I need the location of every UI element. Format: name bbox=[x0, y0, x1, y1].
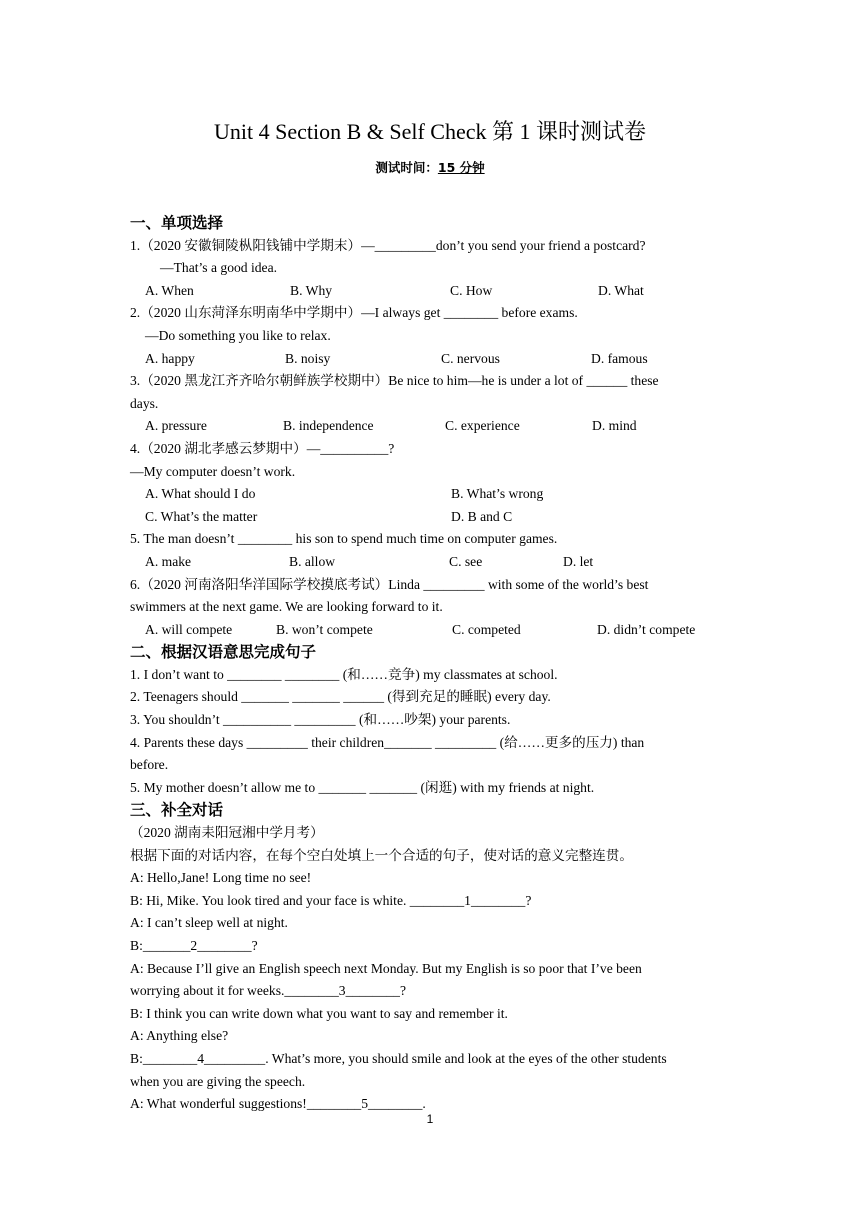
q1-stem: 1.（2020 安徽铜陵枞阳钱铺中学期末）—_________don’t you send your friend a postcard? bbox=[130, 237, 646, 253]
q6-option-b: B. won’t compete bbox=[276, 621, 373, 637]
q2-options bbox=[130, 348, 732, 371]
q5-options bbox=[130, 551, 732, 574]
q5-option-c: C. see bbox=[449, 553, 483, 569]
dialog-instruction: 根据下面的对话内容，在每个空白处填上一个合适的句子，使对话的意义完整连贯。 bbox=[130, 847, 633, 863]
q3-line2: days. bbox=[130, 395, 159, 411]
q6-option-c: C. competed bbox=[452, 621, 521, 637]
dialog-line-2-text: B: Hi, Mike. You look tired and your face is white. bbox=[130, 892, 410, 908]
dialog-line-6: B: I think you can write down what you want to say and remember it. bbox=[130, 1005, 508, 1021]
s2-sentence-1: 1. I don’t want to ________ ________ (和……竞争) my classmates at school. bbox=[130, 666, 558, 682]
dialog-line-8-end: . What’s more, you should smile and look at the eyes of the other students bbox=[265, 1050, 667, 1066]
q1-options bbox=[130, 280, 732, 303]
dialog-line-1: A: Hello,Jane! Long time no see! bbox=[130, 870, 312, 886]
q2-option-d: D. famous bbox=[591, 350, 648, 366]
dialog-blank-5: ________5________ bbox=[306, 1096, 423, 1112]
page-number: 1 bbox=[426, 1112, 434, 1126]
dialog-line-4-text: B: bbox=[130, 938, 143, 953]
section-heading-1: 一、单项选择 bbox=[130, 214, 224, 232]
q5-option-a: A. make bbox=[145, 553, 192, 569]
q2-option-a: A. happy bbox=[145, 350, 195, 366]
dialog-line-5: A: Because I’ll give an English speech next Monday. But my English is so poor that I’ve been bbox=[130, 960, 642, 976]
section-heading-2: 二、根据汉语意思完成句子 bbox=[130, 643, 317, 662]
dialog-line-2-end: ? bbox=[525, 892, 532, 908]
q1-line2: —That’s a good idea. bbox=[160, 260, 278, 276]
dialog-line-5-cont bbox=[130, 980, 732, 1003]
q4-option-c: C. What’s the matter bbox=[145, 508, 258, 524]
section-heading-3: 三、补全对话 bbox=[130, 801, 224, 820]
q2-stem: 2.（2020 山东菏泽东明南华中学期中）—I always get ________ before exams. bbox=[130, 305, 578, 321]
dialog-line-8-text: B: bbox=[130, 1050, 143, 1066]
q4-options-row2 bbox=[130, 506, 732, 529]
dialog-line-5-cont-text: worrying about it for weeks. bbox=[130, 983, 285, 999]
test-time-value: 15 分钟 bbox=[437, 160, 485, 175]
q3-option-a: A. pressure bbox=[145, 418, 207, 434]
q2-option-b: B. noisy bbox=[285, 350, 331, 366]
q3-options bbox=[130, 415, 732, 438]
s2-sentence-5: 5. My mother doesn’t allow me to _______ _______ (闲逛) with my friends at night. bbox=[130, 779, 595, 795]
q4-line2: —My computer doesn’t work. bbox=[130, 463, 296, 479]
q6-option-d: D. didn’t compete bbox=[597, 621, 696, 637]
q5-stem: 5. The man doesn’t ________ his son to spend much time on computer games. bbox=[130, 531, 558, 547]
q1-option-c: C. How bbox=[450, 282, 493, 298]
dialog-line-2 bbox=[130, 890, 732, 913]
q6-options bbox=[130, 619, 732, 642]
content bbox=[130, 212, 732, 1116]
q4-option-d: D. B and C bbox=[451, 508, 513, 524]
q3-option-d: D. mind bbox=[592, 418, 637, 434]
dialog-line-7: A: Anything else? bbox=[130, 1028, 229, 1044]
test-time-label: 测试时间： bbox=[375, 160, 438, 175]
dialog-line-9-end: . bbox=[422, 1096, 426, 1112]
dialog-blank-4: ________4_________ bbox=[142, 1050, 266, 1066]
q2-line2: —Do something you like to relax. bbox=[145, 327, 331, 343]
q5-option-b: B. allow bbox=[289, 553, 336, 569]
s2-sentence-3: 3. You shouldn’t __________ _________ (和……吵架) your parents. bbox=[130, 712, 511, 728]
q4-option-a: A. What should I do bbox=[145, 486, 256, 502]
q6-line2: swimmers at the next game. We are looking forward to it. bbox=[130, 599, 443, 615]
dialog-line-8-cont: when you are giving the speech. bbox=[130, 1073, 306, 1089]
test-time bbox=[0, 158, 860, 176]
q3-option-c: C. experience bbox=[445, 418, 520, 434]
dialog-blank-1: ________1________ bbox=[409, 892, 526, 908]
q6-option-a: A. will compete bbox=[145, 621, 233, 637]
q5-option-d: D. let bbox=[563, 553, 594, 569]
dialog-line-4 bbox=[130, 935, 732, 958]
q4-options-row1 bbox=[130, 483, 732, 506]
s2-sentence-2: 2. Teenagers should _______ _______ ______ (得到充足的睡眠) every day. bbox=[130, 689, 551, 705]
q1-option-b: B. Why bbox=[290, 282, 333, 298]
q4-option-b: B. What’s wrong bbox=[451, 486, 544, 502]
dialog-blank-3: ________3________ bbox=[284, 983, 400, 999]
q2-option-c: C. nervous bbox=[441, 350, 500, 366]
dialog-line-9-text: A: What wonderful suggestions! bbox=[130, 1096, 307, 1112]
page-title: Unit 4 Section B & Self Check 第 1 课时测试卷 bbox=[213, 119, 647, 144]
q4-stem: 4.（2020 湖北孝感云梦期中）—__________? bbox=[130, 440, 395, 456]
q3-option-b: B. independence bbox=[283, 418, 374, 434]
dialog-line-5-end: ? bbox=[399, 983, 406, 999]
dialog-line-4-end: ? bbox=[251, 938, 258, 953]
q3-stem: 3.（2020 黑龙江齐齐哈尔朝鲜族学校期中）Be nice to him—he is under a lot of ______ these bbox=[130, 373, 659, 389]
dialog-line-3: A: I can’t sleep well at night. bbox=[130, 915, 288, 931]
dialog-source: （2020 湖南耒阳冠湘中学月考） bbox=[130, 825, 324, 841]
s2-sentence-4: 4. Parents these days _________ their children_______ _________ (给……更多的压力) than bbox=[130, 734, 645, 750]
q1-option-d: D. What bbox=[598, 282, 644, 298]
s2-sentence-4-cont: before. bbox=[130, 757, 169, 773]
q1-option-a: A. When bbox=[145, 282, 194, 298]
dialog-line-8 bbox=[130, 1048, 732, 1071]
dialog-blank-2: _______2________ bbox=[142, 938, 252, 953]
q6-stem: 6.（2020 河南洛阳华洋国际学校摸底考试）Linda _________ with some of the world’s best bbox=[130, 576, 649, 592]
